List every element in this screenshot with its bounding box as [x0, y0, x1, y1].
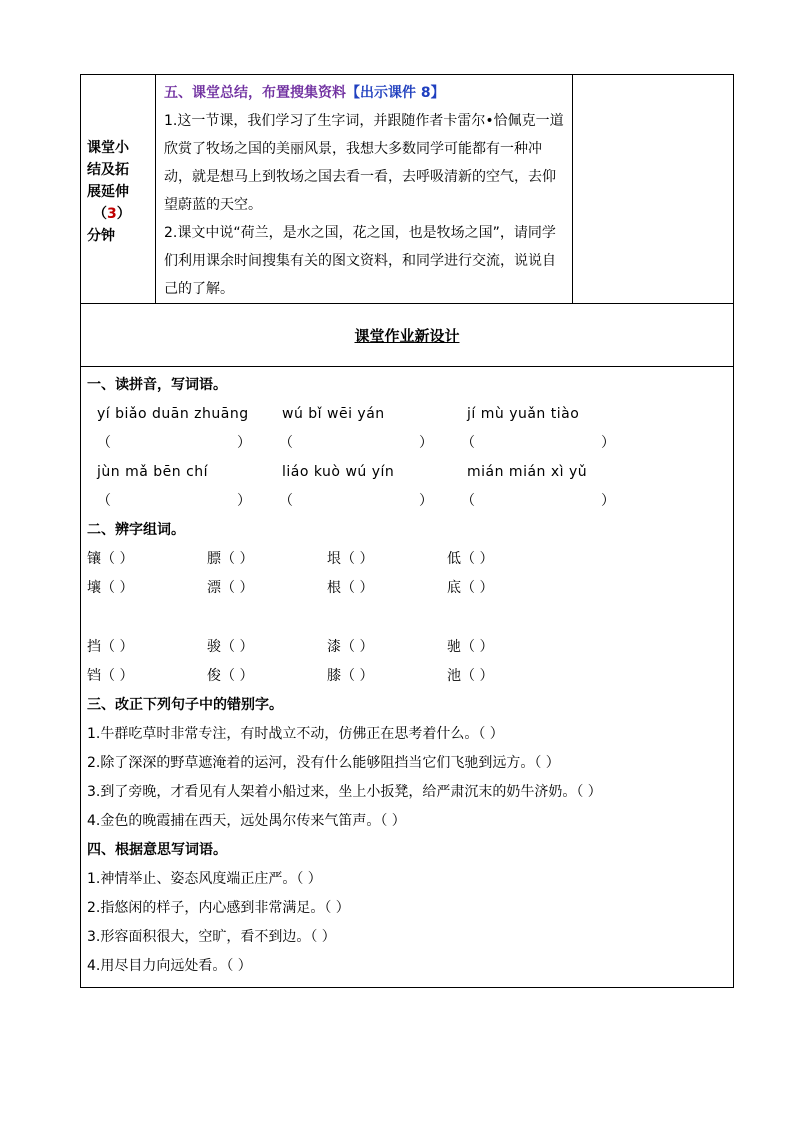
- paren-open: （: [93, 206, 107, 222]
- bracket-close: ）: [419, 435, 433, 451]
- lesson-table: [80, 74, 734, 988]
- summary-row: [81, 75, 734, 304]
- q2-title: 二、辨字组词。: [87, 522, 185, 538]
- bracket-open[interactable]: （: [461, 493, 475, 509]
- label-line: 展延伸: [87, 184, 129, 200]
- answer-bracket-row: [87, 487, 727, 516]
- pinyin-item: liáo kuò wú yín: [282, 464, 395, 480]
- bracket-open[interactable]: （: [279, 493, 293, 509]
- lesson-plan-page: [80, 74, 713, 988]
- zu-item[interactable]: 壤（ ）: [87, 580, 134, 596]
- q4-item[interactable]: 4.用尽目力向远处看。（ ）: [87, 958, 252, 974]
- paren-close: ）: [116, 206, 131, 222]
- q4-item[interactable]: 3.形容面积很大，空旷，看不到边。（ ）: [87, 929, 336, 945]
- q3-title: 三、改正下列句子中的错别字。: [87, 697, 283, 713]
- label-line: 分钟: [87, 228, 115, 244]
- section-title: [164, 79, 568, 107]
- homework-header-text: 课堂作业新设计: [354, 326, 460, 345]
- q3-item[interactable]: 2.除了深深的野草遮淹着的运河，没有什么能够阻挡当它们飞驰到远方。（ ）: [87, 755, 560, 771]
- courseware-tag: 【出示课件 8】: [346, 85, 445, 101]
- pinyin-row: [87, 458, 727, 487]
- zu-item[interactable]: 低（ ）: [447, 551, 494, 567]
- q3-item[interactable]: 3.到了旁晚，才看见有人架着小船过来，坐上小扳凳，给严肃沉末的奶牛济奶。（ ）: [87, 784, 602, 800]
- spacer: [87, 603, 727, 633]
- pinyin-item: jí mù yuǎn tiào: [467, 406, 580, 422]
- homework-header-row: [81, 304, 734, 367]
- section-title-text: 五、课堂总结，布置搜集资料: [164, 85, 346, 101]
- zu-row: [87, 633, 727, 662]
- homework-content: [81, 367, 734, 988]
- homework-row: [81, 367, 734, 988]
- zu-item[interactable]: 漆（ ）: [327, 639, 374, 655]
- pinyin-item: jùn mǎ bēn chí: [97, 464, 209, 480]
- q4-item[interactable]: 2.指悠闲的样子，内心感到非常满足。（ ）: [87, 900, 350, 916]
- label-minutes-line: [87, 203, 153, 225]
- zu-item[interactable]: 池（ ）: [447, 668, 494, 684]
- zu-item[interactable]: 膘（ ）: [207, 551, 254, 567]
- bracket-open[interactable]: （: [97, 493, 111, 509]
- pinyin-item: wú bǐ wēi yán: [282, 406, 385, 422]
- homework-header: [81, 304, 734, 367]
- zu-item[interactable]: 俊（ ）: [207, 668, 254, 684]
- q3-item[interactable]: 1.牛群吃草时非常专注，有时战立不动，仿佛正在思考着什么。（ ）: [87, 726, 504, 742]
- zu-item[interactable]: 根（ ）: [327, 580, 374, 596]
- summary-content: [156, 75, 573, 304]
- pinyin-item: yí biǎo duān zhuāng: [97, 406, 249, 422]
- pinyin-item: mián mián xì yǔ: [467, 464, 588, 480]
- q1-title: 一、读拼音，写词语。: [87, 377, 227, 393]
- answer-bracket-row: [87, 429, 727, 458]
- summary-label: [81, 75, 156, 304]
- zu-item[interactable]: 驰（ ）: [447, 639, 494, 655]
- summary-paragraph-2: 2.课文中说“荷兰，是水之国，花之国，也是牧场之国”，请同学们利用课余时间搜集有关的图文资料，和同学进行交流，说说自己的了解。: [164, 225, 556, 297]
- label-line: 结及拓: [87, 162, 129, 178]
- q3-item[interactable]: 4.金色的晚霞捕在西天，远处禺尔传来气笛声。（ ）: [87, 813, 406, 829]
- zu-row: [87, 662, 727, 691]
- minutes-value: 3: [107, 206, 117, 222]
- zu-item[interactable]: 骏（ ）: [207, 639, 254, 655]
- bracket-close: ）: [419, 493, 433, 509]
- label-line: 课堂小: [87, 140, 129, 156]
- zu-item[interactable]: 漂（ ）: [207, 580, 254, 596]
- bracket-close: ）: [237, 435, 251, 451]
- zu-item[interactable]: 镶（ ）: [87, 551, 134, 567]
- summary-paragraph-1: 1.这一节课，我们学习了生字词，并跟随作者卡雷尔•恰佩克一道欣赏了牧场之国的美丽风景，我想大多数同学可能都有一种冲动，就是想马上到牧场之国去看一看，去呼吸清新的空气，去仰望蔚蓝的天空。: [164, 113, 564, 213]
- bracket-close: ）: [601, 435, 615, 451]
- q4-title: 四、根据意思写词语。: [87, 842, 227, 858]
- zu-row: [87, 574, 727, 603]
- zu-item[interactable]: 挡（ ）: [87, 639, 134, 655]
- zu-item[interactable]: 垠（ ）: [327, 551, 374, 567]
- zu-item[interactable]: 膝（ ）: [327, 668, 374, 684]
- bracket-open[interactable]: （: [461, 435, 475, 451]
- bracket-open[interactable]: （: [97, 435, 111, 451]
- bracket-close: ）: [237, 493, 251, 509]
- pinyin-row: [87, 400, 727, 429]
- zu-item[interactable]: 铛（ ）: [87, 668, 134, 684]
- zu-row: [87, 545, 727, 574]
- bracket-open[interactable]: （: [279, 435, 293, 451]
- q4-item[interactable]: 1.神情举止、姿态风度端正庄严。（ ）: [87, 871, 322, 887]
- zu-item[interactable]: 底（ ）: [447, 580, 494, 596]
- blank-cell: [573, 75, 734, 304]
- bracket-close: ）: [601, 493, 615, 509]
